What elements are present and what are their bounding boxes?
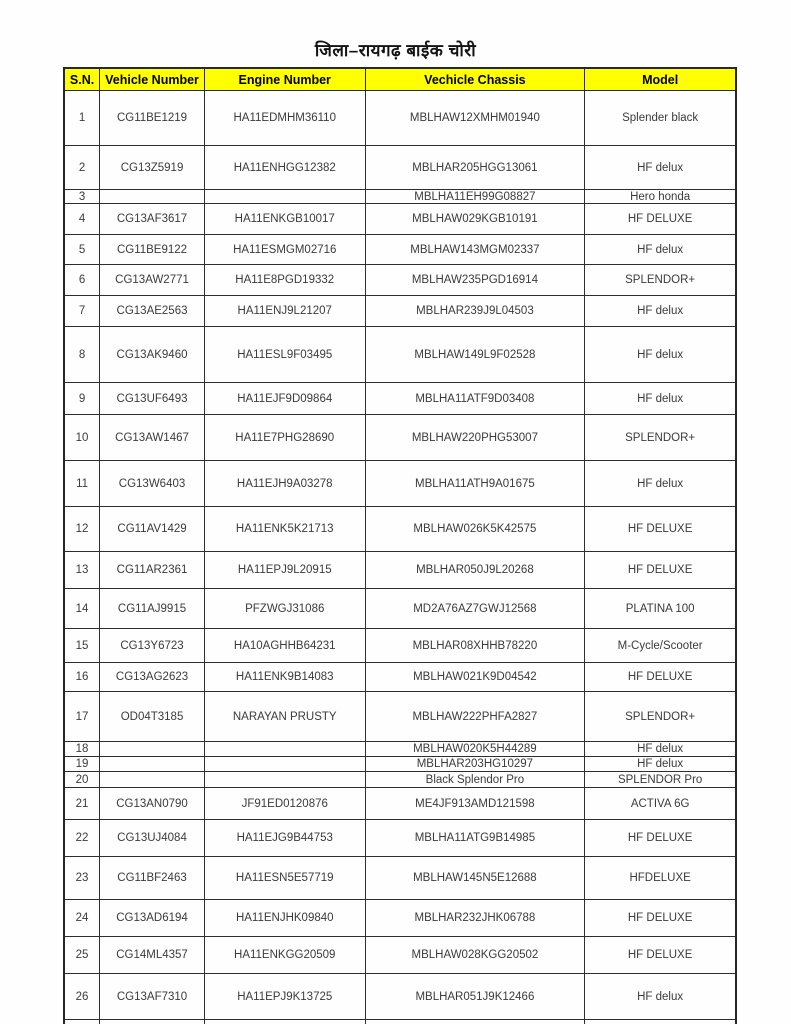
model-cell: HFDELUXE (585, 857, 736, 900)
table-row (64, 190, 736, 204)
table-row (64, 296, 736, 327)
chassis-cell (365, 1020, 585, 1024)
chassis-cell: MBLHAR08XHHB78220 (365, 629, 585, 663)
chassis-cell: MBLHAW235PGD16914 (365, 265, 585, 296)
chassis-cell: MBLHAW149L9F02528 (365, 327, 585, 383)
table-row (64, 757, 736, 772)
engine-number-cell (204, 190, 365, 204)
chassis-cell: MBLHA11EH99G08827 (365, 190, 585, 204)
table-row (64, 857, 736, 900)
engine-number-cell: HA11ENKGB10017 (204, 204, 365, 235)
model-cell: PLATINA 100 (585, 589, 736, 629)
model-cell: HF DELUXE (585, 552, 736, 589)
engine-number-cell: HA11EPJ9K13725 (204, 974, 365, 1020)
table-row (64, 91, 736, 146)
engine-number-cell (204, 742, 365, 757)
engine-number-cell: HA11ENK9B14083 (204, 663, 365, 692)
table-row (64, 146, 736, 190)
sn-cell: 7 (64, 296, 100, 327)
vehicle-number-cell (100, 190, 205, 204)
page-title: जिला–रायगढ़ बाईक चोरी (314, 41, 477, 60)
model-cell: HF delux (585, 757, 736, 772)
sn-cell: 1 (64, 91, 100, 146)
model-cell: HF delux (585, 296, 736, 327)
table-row (64, 742, 736, 757)
model-cell: SPLENDOR+ (585, 415, 736, 461)
table-row (64, 461, 736, 507)
model-cell: SPLENDOR+ (585, 692, 736, 742)
vehicle-number-cell: CG13AN0790 (100, 788, 205, 820)
sn-cell: 6 (64, 265, 100, 296)
chassis-cell: MBLHAR203HG10297 (365, 757, 585, 772)
model-cell: HF delux (585, 146, 736, 190)
chassis-cell: MBLHAR239J9L04503 (365, 296, 585, 327)
chassis-cell: MBLHAW026K5K42575 (365, 507, 585, 552)
model-cell: HF delux (585, 974, 736, 1020)
table-header-row (64, 68, 736, 91)
column-header-vehicle-chassis: Vechicle Chassis (365, 68, 585, 91)
sn-cell: 9 (64, 383, 100, 415)
sn-cell: 15 (64, 629, 100, 663)
table-row (64, 327, 736, 383)
sn-cell: 16 (64, 663, 100, 692)
table-row (64, 629, 736, 663)
vehicle-number-cell: CG13AF7310 (100, 974, 205, 1020)
engine-number-cell: HA11ENK5K21713 (204, 507, 365, 552)
sn-cell: 8 (64, 327, 100, 383)
engine-number-cell: HA11ESMGM02716 (204, 235, 365, 265)
model-cell: HF delux (585, 742, 736, 757)
model-cell: ACTIVA 6G (585, 788, 736, 820)
table-row (64, 900, 736, 937)
engine-number-cell: HA11EJH9A03278 (204, 461, 365, 507)
vehicle-number-cell: CG11BF2463 (100, 857, 205, 900)
vehicle-number-cell: CG11AJ9915 (100, 589, 205, 629)
chassis-cell: Black Splendor Pro (365, 772, 585, 788)
vehicle-number-cell: CG14ML4357 (100, 937, 205, 974)
vehicle-number-cell (100, 1020, 205, 1024)
model-cell: SPLENDOR+ (585, 265, 736, 296)
chassis-cell: MBLHAW020K5H44289 (365, 742, 585, 757)
chassis-cell: MBLHAW029KGB10191 (365, 204, 585, 235)
model-cell: HF DELUXE (585, 937, 736, 974)
engine-number-cell: HA11ENJHK09840 (204, 900, 365, 937)
column-header-model: Model (585, 68, 736, 91)
table-row (64, 204, 736, 235)
chassis-cell: MBLHAR205HGG13061 (365, 146, 585, 190)
chassis-cell: MBLHAW143MGM02337 (365, 235, 585, 265)
engine-number-cell: HA10AGHHB64231 (204, 629, 365, 663)
model-cell: HF DELUXE (585, 507, 736, 552)
vehicle-number-cell (100, 757, 205, 772)
engine-number-cell (204, 1020, 365, 1024)
chassis-cell: ME4JF913AMD121598 (365, 788, 585, 820)
engine-number-cell: HA11ESN5E57719 (204, 857, 365, 900)
sn-cell: 13 (64, 552, 100, 589)
chassis-cell: MBLHAR232JHK06788 (365, 900, 585, 937)
engine-number-cell: HA11ESL9F03495 (204, 327, 365, 383)
sn-cell: 18 (64, 742, 100, 757)
sn-cell: 12 (64, 507, 100, 552)
table-row (64, 235, 736, 265)
engine-number-cell (204, 772, 365, 788)
vehicle-number-cell: CG13UF6493 (100, 383, 205, 415)
table-row (64, 552, 736, 589)
column-header-engine-number: Engine Number (204, 68, 365, 91)
table-row (64, 663, 736, 692)
chassis-cell: MBLHAR050J9L20268 (365, 552, 585, 589)
sn-cell: 17 (64, 692, 100, 742)
vehicle-number-cell: CG13AF3617 (100, 204, 205, 235)
sn-cell: 23 (64, 857, 100, 900)
column-header-vehicle-number: Vehicle Number (100, 68, 205, 91)
model-cell: HF delux (585, 461, 736, 507)
table-row (64, 788, 736, 820)
chassis-cell: MBLHAW028KGG20502 (365, 937, 585, 974)
model-cell: HF DELUXE (585, 663, 736, 692)
sn-cell: 19 (64, 757, 100, 772)
model-cell: SPLENDOR Pro (585, 772, 736, 788)
vehicle-number-cell: CG13AW2771 (100, 265, 205, 296)
sn-cell: 14 (64, 589, 100, 629)
chassis-cell: MBLHAW222PHFA2827 (365, 692, 585, 742)
engine-number-cell: HA11ENKGG20509 (204, 937, 365, 974)
model-cell: HF delux (585, 327, 736, 383)
model-cell: Splender black (585, 91, 736, 146)
vehicle-number-cell: CG13AE2563 (100, 296, 205, 327)
engine-number-cell: HA11ENHGG12382 (204, 146, 365, 190)
chassis-cell: MBLHAW145N5E12688 (365, 857, 585, 900)
vehicle-number-cell: CG13AW1467 (100, 415, 205, 461)
vehicle-number-cell: CG13Y6723 (100, 629, 205, 663)
vehicle-number-cell: CG13AK9460 (100, 327, 205, 383)
chassis-cell: MBLHAW021K9D04542 (365, 663, 585, 692)
engine-number-cell: HA11EDMHM36110 (204, 91, 365, 146)
table-row (64, 507, 736, 552)
engine-number-cell: HA11E7PHG28690 (204, 415, 365, 461)
vehicle-number-cell: CG11BE1219 (100, 91, 205, 146)
vehicle-number-cell: CG11AV1429 (100, 507, 205, 552)
engine-number-cell: JF91ED0120876 (204, 788, 365, 820)
sn-cell: 25 (64, 937, 100, 974)
table-row-partial (64, 1020, 736, 1024)
vehicle-number-cell: OD04T3185 (100, 692, 205, 742)
engine-number-cell: PFZWGJ31086 (204, 589, 365, 629)
sn-cell: 20 (64, 772, 100, 788)
chassis-cell: MBLHA11ATF9D03408 (365, 383, 585, 415)
engine-number-cell: HA11E8PGD19332 (204, 265, 365, 296)
table-row (64, 937, 736, 974)
table-row (64, 974, 736, 1020)
table-row (64, 692, 736, 742)
model-cell: Hero honda (585, 190, 736, 204)
chassis-cell: MBLHAW220PHG53007 (365, 415, 585, 461)
chassis-cell: MBLHA11ATG9B14985 (365, 820, 585, 857)
vehicle-number-cell: CG13W6403 (100, 461, 205, 507)
table-row (64, 589, 736, 629)
chassis-cell: MD2A76AZ7GWJ12568 (365, 589, 585, 629)
sn-cell (64, 1020, 100, 1024)
vehicle-number-cell (100, 772, 205, 788)
sn-cell: 24 (64, 900, 100, 937)
vehicle-number-cell: CG13AD6194 (100, 900, 205, 937)
vehicle-table (63, 67, 737, 1024)
table-row (64, 820, 736, 857)
engine-number-cell: HA11EJF9D09864 (204, 383, 365, 415)
model-cell: HF delux (585, 383, 736, 415)
vehicle-number-cell: CG13UJ4084 (100, 820, 205, 857)
chassis-cell: MBLHA11ATH9A01675 (365, 461, 585, 507)
sn-cell: 10 (64, 415, 100, 461)
model-cell: M-Cycle/Scooter (585, 629, 736, 663)
vehicle-number-cell: CG11BE9122 (100, 235, 205, 265)
engine-number-cell: HA11EPJ9L20915 (204, 552, 365, 589)
engine-number-cell: NARAYAN PRUSTY (204, 692, 365, 742)
table-row (64, 772, 736, 788)
sn-cell: 3 (64, 190, 100, 204)
table-row (64, 415, 736, 461)
sn-cell: 4 (64, 204, 100, 235)
model-cell: HF DELUXE (585, 204, 736, 235)
chassis-cell: MBLHAW12XMHM01940 (365, 91, 585, 146)
sn-cell: 2 (64, 146, 100, 190)
sn-cell: 22 (64, 820, 100, 857)
chassis-cell: MBLHAR051J9K12466 (365, 974, 585, 1020)
engine-number-cell (204, 757, 365, 772)
model-cell: HF DELUXE (585, 900, 736, 937)
table-row (64, 383, 736, 415)
vehicle-number-cell: CG13Z5919 (100, 146, 205, 190)
engine-number-cell: HA11EJG9B44753 (204, 820, 365, 857)
engine-number-cell: HA11ENJ9L21207 (204, 296, 365, 327)
vehicle-number-cell (100, 742, 205, 757)
sn-cell: 26 (64, 974, 100, 1020)
vehicle-number-cell: CG13AG2623 (100, 663, 205, 692)
sn-cell: 5 (64, 235, 100, 265)
sn-cell: 11 (64, 461, 100, 507)
vehicle-number-cell: CG11AR2361 (100, 552, 205, 589)
table-row (64, 265, 736, 296)
column-header-sn: S.N. (64, 68, 100, 91)
model-cell: HF DELUXE (585, 820, 736, 857)
model-cell: HF delux (585, 235, 736, 265)
sn-cell: 21 (64, 788, 100, 820)
model-cell (585, 1020, 736, 1024)
